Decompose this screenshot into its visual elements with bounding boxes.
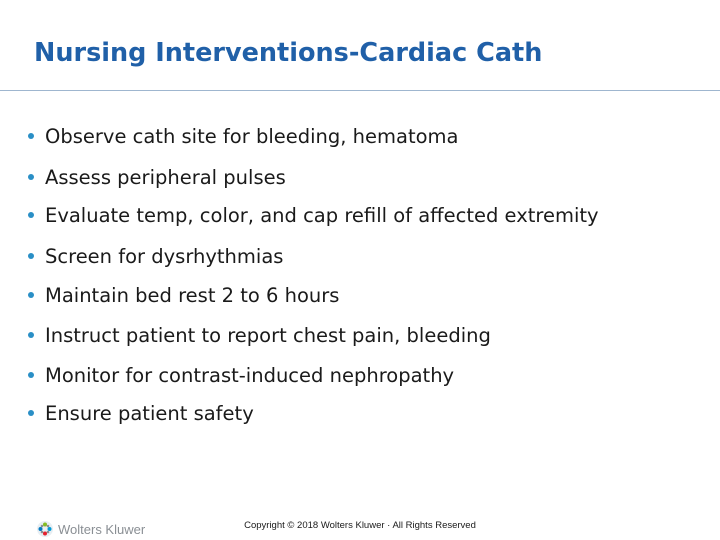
title-divider: [0, 90, 720, 91]
bullet-item: [28, 402, 254, 426]
bullet-text: Instruct patient to report chest pain, bleeding: [45, 324, 491, 347]
bullet-text: Observe cath site for bleeding, hematoma: [45, 125, 459, 148]
bullet-icon: [28, 332, 34, 338]
bullet-item: [28, 284, 339, 308]
bullet-icon: [28, 174, 34, 180]
bullet-icon: [28, 372, 34, 378]
bullet-icon: [28, 253, 34, 259]
bullet-item: [28, 166, 286, 190]
bullet-item: [28, 125, 458, 149]
bullet-text: Monitor for contrast-induced nephropathy: [45, 364, 455, 387]
copyright-text: Copyright © 2018 Wolters Kluwer · All Rights Reserved: [244, 520, 476, 531]
bullet-item: [28, 204, 599, 228]
bullet-text: Assess peripheral pulses: [45, 166, 286, 189]
bullet-icon: [28, 133, 34, 139]
bullet-icon: [28, 410, 34, 416]
bullet-icon: [28, 212, 34, 218]
bullet-text: Screen for dysrhythmias: [45, 245, 284, 268]
logo-text: Wolters Kluwer: [58, 521, 146, 537]
bullet-item: [28, 324, 491, 348]
bullet-item: [28, 364, 454, 388]
bullet-item: [28, 245, 283, 269]
bullet-text: Ensure patient safety: [45, 402, 254, 425]
bullet-text: Evaluate temp, color, and cap refill of affected extremity: [45, 204, 599, 227]
page-title: Nursing Interventions-Cardiac Cath: [34, 38, 543, 68]
bullet-text: Maintain bed rest 2 to 6 hours: [45, 284, 340, 307]
bullet-icon: [28, 292, 34, 298]
